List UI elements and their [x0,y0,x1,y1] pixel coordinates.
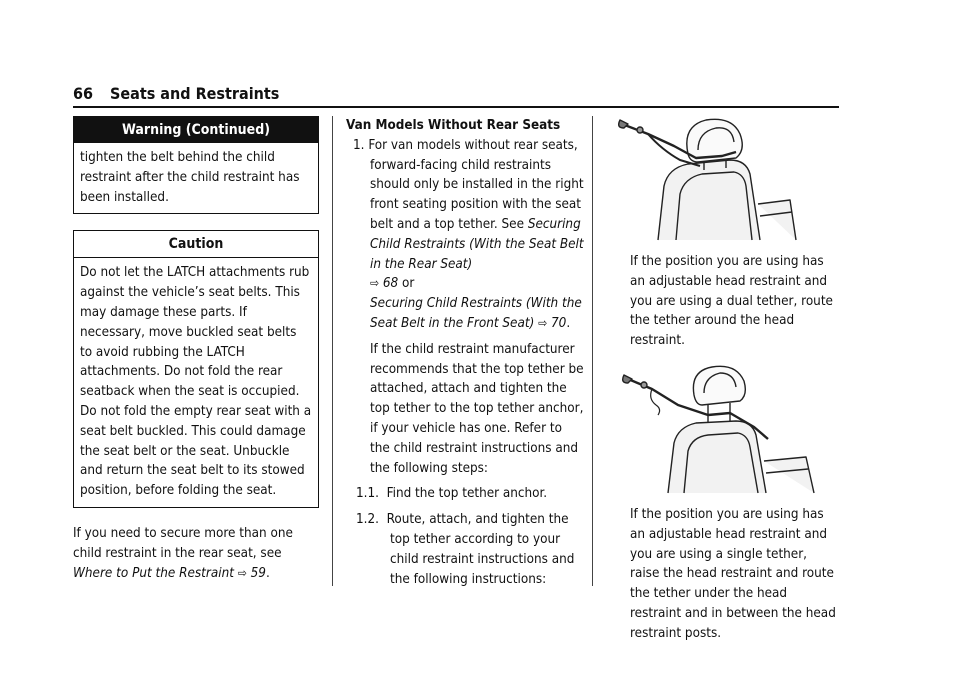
right-column [606,116,840,644]
page-ref-arrow-icon: ⇨ [370,276,380,291]
step-1-paragraph: If the child restraint manufacturer recommends that the top tether be attached, attach and tighten the top tether to the top tether anchor, if your vehicle has one. Refer to the child restraint instructions and the following steps: [370,341,584,476]
header-rule [73,106,839,108]
page-header [73,84,839,108]
left-column [73,116,319,583]
page-ref-arrow-icon: ⇨ [237,565,247,580]
caution-box [73,230,319,508]
rear-seat-link[interactable]: Securing Child Restraints (With the Seat Belt in the Rear Seat) [370,216,584,272]
van-heading: Van Models Without Rear Seats [346,118,561,133]
page-ref-arrow-icon: ⇨ [538,315,548,330]
column-divider-1 [332,116,333,586]
column-divider-2 [592,116,593,586]
warning-text: tighten the belt behind the child restraint after the child restraint has been installed. [80,150,300,205]
page-ref-number[interactable]: 59 [250,565,266,581]
step-1-number: 1. [353,137,365,153]
caution-text: Do not let the LATCH attachments rub against the vehicle’s seat belts. This may damage these parts. If necessary, move buckled seat belts to avoid rubbing the LATCH attachments. Do not fold the rear seatback when the seat is occupied. Do not fold the empty rear seat with a seat belt buckled. This could damage the seat belt or the seat. Unbuckle and return the seat belt to its stowed position, before folding the seat. [80,265,312,499]
page-ref-70[interactable]: 70 [550,315,567,331]
warning-box [73,116,319,214]
where-to-put-link[interactable]: Where to Put the Restraint [73,565,234,581]
warning-title: Warning (Continued) [74,117,318,143]
page-ref-68[interactable]: 68 [382,276,399,292]
front-seat-link[interactable]: Securing Child Restraints (With the Seat Belt in the Front Seat) [370,296,582,331]
substep-1-1: 1.1. Find the top tether anchor. [356,486,548,502]
multi-restraint-paragraph: If you need to secure more than one child restraint in the rear seat, see Where to Put the Restraint ⇨ 59. [73,525,293,581]
dual-tether-illustration [618,116,798,242]
substep-1-2: 1.2. Route, attach, and tighten the top tether according to your child restraint instructions and the following instructions: [356,512,575,587]
dual-tether-text: If the position you are using has an adjustable head restraint and you are using a dual tether, route the tether around the head restraint. [630,254,833,349]
caution-title: Caution [74,231,318,258]
single-tether-illustration [618,365,818,495]
step-1: 1. For van models without rear seats, forward-facing child restraints should only be installed in the right front seating position with the seat belt and a top tether. See Securing Child Restraints (With the Seat Belt in the Rear Seat) ⇨ 68 or Securing Child Restraints (With the Seat Belt in the Front Seat) ⇨ 70. [353,137,584,331]
section-title: Seats and Restraints [110,84,280,103]
single-tether-text: If the position you are using has an adjustable head restraint and you are using a single tether, raise the head restraint and route the tether under the head restraint and in between the head restraint posts. [630,506,836,641]
middle-column [346,116,584,589]
page-number: 66 [73,84,94,103]
